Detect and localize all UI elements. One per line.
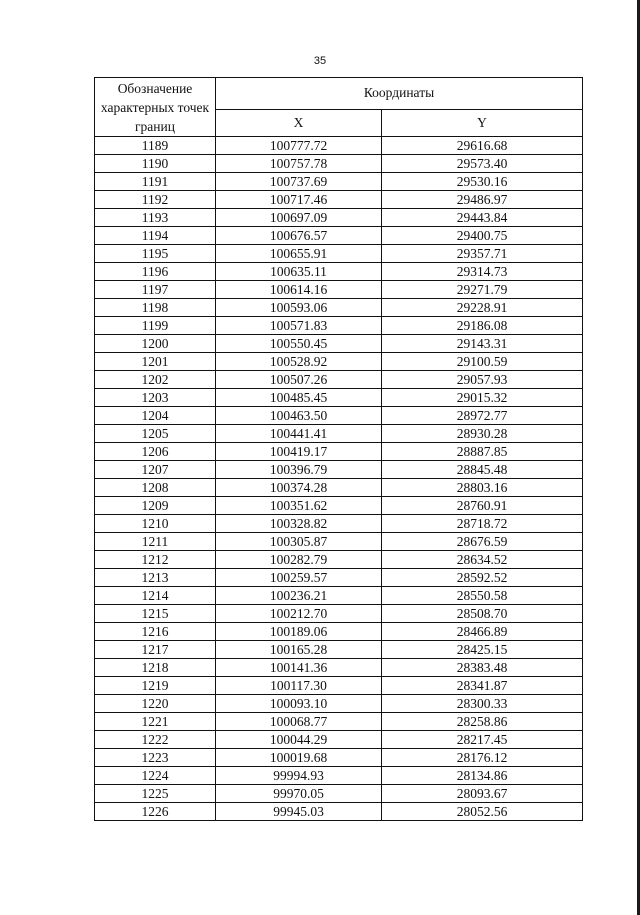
y-coordinate-cell: 28676.59 [382, 533, 583, 551]
x-coordinate-cell: 100044.29 [216, 731, 382, 749]
table-row [95, 371, 583, 389]
point-number-cell: 1221 [95, 713, 216, 731]
table-row [95, 227, 583, 245]
y-coordinate-cell: 28550.58 [382, 587, 583, 605]
point-number-cell: 1211 [95, 533, 216, 551]
table-row [95, 209, 583, 227]
x-coordinate-cell: 100259.57 [216, 569, 382, 587]
point-number-cell: 1215 [95, 605, 216, 623]
point-number-cell: 1226 [95, 803, 216, 821]
x-coordinate-cell: 100571.83 [216, 317, 382, 335]
x-coordinate-cell: 100305.87 [216, 533, 382, 551]
point-number-cell: 1197 [95, 281, 216, 299]
table-row [95, 695, 583, 713]
x-coordinate-cell: 100189.06 [216, 623, 382, 641]
point-number-cell: 1205 [95, 425, 216, 443]
x-coordinate-cell: 100093.10 [216, 695, 382, 713]
point-number-cell: 1203 [95, 389, 216, 407]
y-coordinate-cell: 28508.70 [382, 605, 583, 623]
x-coordinate-cell: 100717.46 [216, 191, 382, 209]
point-number-cell: 1202 [95, 371, 216, 389]
y-coordinate-cell: 28341.87 [382, 677, 583, 695]
x-coordinate-cell: 100550.45 [216, 335, 382, 353]
point-number-cell: 1204 [95, 407, 216, 425]
point-number-cell: 1213 [95, 569, 216, 587]
table-row [95, 137, 583, 155]
point-number-cell: 1216 [95, 623, 216, 641]
table-row [95, 587, 583, 605]
x-coordinate-cell: 100485.45 [216, 389, 382, 407]
table-row [95, 335, 583, 353]
y-coordinate-cell: 29057.93 [382, 371, 583, 389]
x-coordinate-cell: 100419.17 [216, 443, 382, 461]
table-row [95, 191, 583, 209]
y-coordinate-cell: 28972.77 [382, 407, 583, 425]
table-row [95, 353, 583, 371]
point-number-cell: 1219 [95, 677, 216, 695]
point-number-cell: 1193 [95, 209, 216, 227]
x-coordinate-cell: 100463.50 [216, 407, 382, 425]
x-coordinate-cell: 100528.92 [216, 353, 382, 371]
x-coordinate-cell: 100351.62 [216, 497, 382, 515]
table-row [95, 281, 583, 299]
x-coordinate-cell: 100212.70 [216, 605, 382, 623]
y-coordinate-cell: 28300.33 [382, 695, 583, 713]
point-number-cell: 1206 [95, 443, 216, 461]
point-number-cell: 1223 [95, 749, 216, 767]
table-row [95, 389, 583, 407]
table-row [95, 317, 583, 335]
x-coordinate-cell: 100593.06 [216, 299, 382, 317]
x-coordinate-cell: 99945.03 [216, 803, 382, 821]
x-coordinate-cell: 100165.28 [216, 641, 382, 659]
y-coordinate-cell: 29100.59 [382, 353, 583, 371]
y-coordinate-cell: 29228.91 [382, 299, 583, 317]
y-coordinate-cell: 29530.16 [382, 173, 583, 191]
point-designation-header: Обозначение характерных точек границ [95, 78, 216, 137]
y-coordinate-cell: 29486.97 [382, 191, 583, 209]
point-number-cell: 1224 [95, 767, 216, 785]
y-coordinate-cell: 28425.15 [382, 641, 583, 659]
y-coordinate-cell: 28383.48 [382, 659, 583, 677]
table-row [95, 605, 583, 623]
x-column-header: X [216, 109, 382, 136]
x-coordinate-cell: 100441.41 [216, 425, 382, 443]
table-row [95, 803, 583, 821]
table-row [95, 713, 583, 731]
point-number-cell: 1190 [95, 155, 216, 173]
point-number-cell: 1191 [95, 173, 216, 191]
y-coordinate-cell: 28845.48 [382, 461, 583, 479]
x-coordinate-cell: 100141.36 [216, 659, 382, 677]
table-row [95, 515, 583, 533]
y-coordinate-cell: 29271.79 [382, 281, 583, 299]
table-row [95, 245, 583, 263]
y-coordinate-cell: 28592.52 [382, 569, 583, 587]
y-coordinate-cell: 29143.31 [382, 335, 583, 353]
point-number-cell: 1207 [95, 461, 216, 479]
y-coordinate-cell: 28217.45 [382, 731, 583, 749]
x-coordinate-cell: 100117.30 [216, 677, 382, 695]
point-number-cell: 1195 [95, 245, 216, 263]
x-coordinate-cell: 99994.93 [216, 767, 382, 785]
y-coordinate-cell: 29616.68 [382, 137, 583, 155]
y-coordinate-cell: 29357.71 [382, 245, 583, 263]
point-number-cell: 1208 [95, 479, 216, 497]
point-number-cell: 1222 [95, 731, 216, 749]
x-coordinate-cell: 99970.05 [216, 785, 382, 803]
y-coordinate-cell: 29186.08 [382, 317, 583, 335]
table-row [95, 785, 583, 803]
point-number-cell: 1210 [95, 515, 216, 533]
point-number-cell: 1192 [95, 191, 216, 209]
y-coordinate-cell: 28634.52 [382, 551, 583, 569]
point-number-cell: 1201 [95, 353, 216, 371]
x-coordinate-cell: 100328.82 [216, 515, 382, 533]
table-body [95, 137, 583, 821]
y-coordinate-cell: 28134.86 [382, 767, 583, 785]
point-number-cell: 1220 [95, 695, 216, 713]
point-number-cell: 1198 [95, 299, 216, 317]
x-coordinate-cell: 100396.79 [216, 461, 382, 479]
x-coordinate-cell: 100507.26 [216, 371, 382, 389]
y-coordinate-cell: 28803.16 [382, 479, 583, 497]
y-coordinate-cell: 28930.28 [382, 425, 583, 443]
point-number-cell: 1218 [95, 659, 216, 677]
table-row [95, 677, 583, 695]
y-coordinate-cell: 28052.56 [382, 803, 583, 821]
x-coordinate-cell: 100282.79 [216, 551, 382, 569]
table-row [95, 767, 583, 785]
table-row [95, 641, 583, 659]
table-row [95, 155, 583, 173]
y-coordinate-cell: 28466.89 [382, 623, 583, 641]
page-number: 35 [313, 55, 327, 67]
x-coordinate-cell: 100635.11 [216, 263, 382, 281]
table-row [95, 533, 583, 551]
x-coordinate-cell: 100374.28 [216, 479, 382, 497]
table-row [95, 425, 583, 443]
y-coordinate-cell: 29400.75 [382, 227, 583, 245]
table-header [95, 78, 583, 137]
point-number-cell: 1225 [95, 785, 216, 803]
x-coordinate-cell: 100019.68 [216, 749, 382, 767]
table-row [95, 731, 583, 749]
point-number-cell: 1200 [95, 335, 216, 353]
y-coordinate-cell: 29443.84 [382, 209, 583, 227]
x-coordinate-cell: 100757.78 [216, 155, 382, 173]
table-row [95, 623, 583, 641]
table-row [95, 659, 583, 677]
y-coordinate-cell: 28887.85 [382, 443, 583, 461]
table-row [95, 263, 583, 281]
table-row [95, 443, 583, 461]
coordinates-header: Координаты [216, 78, 583, 110]
point-number-cell: 1212 [95, 551, 216, 569]
x-coordinate-cell: 100068.77 [216, 713, 382, 731]
y-coordinate-cell: 28258.86 [382, 713, 583, 731]
table-row [95, 569, 583, 587]
point-number-cell: 1196 [95, 263, 216, 281]
y-coordinate-cell: 28718.72 [382, 515, 583, 533]
x-coordinate-cell: 100614.16 [216, 281, 382, 299]
point-number-cell: 1189 [95, 137, 216, 155]
y-coordinate-cell: 28760.91 [382, 497, 583, 515]
point-number-cell: 1194 [95, 227, 216, 245]
y-column-header: Y [382, 109, 583, 136]
y-coordinate-cell: 28093.67 [382, 785, 583, 803]
table-row [95, 479, 583, 497]
table-row [95, 497, 583, 515]
y-coordinate-cell: 29314.73 [382, 263, 583, 281]
table-row [95, 749, 583, 767]
x-coordinate-cell: 100655.91 [216, 245, 382, 263]
x-coordinate-cell: 100777.72 [216, 137, 382, 155]
x-coordinate-cell: 100236.21 [216, 587, 382, 605]
coordinates-table [94, 77, 583, 821]
table-row [95, 461, 583, 479]
point-number-cell: 1209 [95, 497, 216, 515]
point-number-cell: 1217 [95, 641, 216, 659]
table-row [95, 173, 583, 191]
y-coordinate-cell: 29573.40 [382, 155, 583, 173]
x-coordinate-cell: 100697.09 [216, 209, 382, 227]
x-coordinate-cell: 100737.69 [216, 173, 382, 191]
point-number-cell: 1214 [95, 587, 216, 605]
y-coordinate-cell: 29015.32 [382, 389, 583, 407]
x-coordinate-cell: 100676.57 [216, 227, 382, 245]
table-row [95, 551, 583, 569]
point-number-cell: 1199 [95, 317, 216, 335]
y-coordinate-cell: 28176.12 [382, 749, 583, 767]
table-row [95, 407, 583, 425]
table-row [95, 299, 583, 317]
